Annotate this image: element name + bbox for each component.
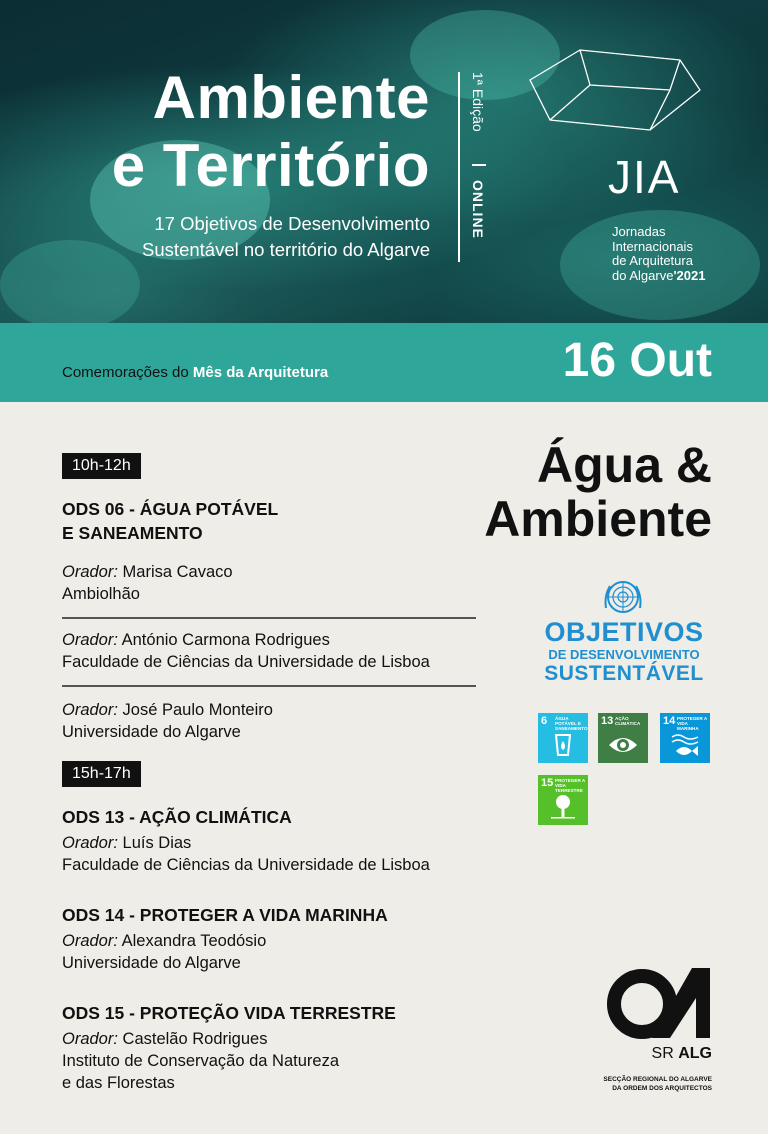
sdg-tile-label: ÁGUA POTÁVEL E SANEAMENTO: [555, 716, 588, 731]
format-label: ONLINE: [470, 180, 486, 239]
fish-icon: [670, 731, 700, 759]
speaker-org: e das Florestas: [62, 1074, 175, 1092]
speaker-name: Marisa Cavaco: [122, 563, 233, 581]
header-banner: [0, 0, 768, 323]
oa-alg: ALG: [678, 1045, 712, 1062]
session-title-line: E SANEAMENTO: [62, 523, 203, 543]
speaker-block: [62, 930, 266, 974]
speaker-block: [62, 629, 430, 673]
divider: [458, 72, 460, 262]
jia-year: '2021: [673, 267, 706, 283]
sdg-tile-number: 13: [601, 715, 614, 727]
jia-caption-text: do Algarve: [612, 267, 674, 283]
session-title-line: ODS 06 - ÁGUA POTÁVEL: [62, 499, 279, 519]
speaker-name: José Paulo Monteiro: [122, 701, 273, 719]
speaker-name: Luís Dias: [122, 834, 192, 852]
sdg-logo: [536, 617, 712, 685]
jia-caption-line: de Arquitetura: [612, 253, 693, 268]
jia-logo: JIA: [608, 151, 681, 203]
oa-section-name: [652, 1045, 712, 1063]
speaker-org: Faculdade de Ciências da Universidade de Lisboa: [62, 856, 430, 874]
oa-logo-icon: [606, 964, 712, 1042]
speaker-name: Alexandra Teodósio: [121, 932, 267, 950]
speaker-block: [62, 1028, 339, 1094]
water-splash: [0, 240, 140, 323]
speaker-role: Orador:: [62, 834, 118, 852]
subtitle-line-2: Sustentável no território do Algarve: [142, 239, 430, 260]
speaker-block: [62, 832, 430, 876]
sdg-title-line-2: DE DESENVOLVIMENTO: [548, 647, 700, 662]
water-drop-icon: [548, 731, 578, 759]
event-label-bold: Mês da Arquitetura: [192, 364, 329, 381]
oa-sr: SR: [651, 1045, 679, 1062]
jia-caption: [612, 225, 705, 283]
sdg-tile-6: [538, 713, 588, 763]
sdg-tile-number: 14: [663, 715, 676, 727]
subtitle-line-1: 17 Objetivos de Desenvolvimento: [154, 213, 430, 234]
event-label-prefix: Comemorações do: [62, 364, 193, 381]
sdg-tile-14: [660, 713, 710, 763]
session-title: [62, 497, 278, 545]
sdg-title-line-1: OBJETIVOS: [544, 617, 704, 647]
un-emblem-icon: [600, 578, 646, 618]
theme-line-2: Ambiente: [484, 491, 712, 547]
sdg-tile-number: 6: [541, 715, 548, 727]
jia-caption-line: Jornadas: [612, 224, 666, 239]
speaker-role: Orador:: [62, 631, 118, 649]
oa-caption-line: DA ORDEM DOS ARQUITECTOS: [612, 1085, 712, 1092]
edition-label: 1ª Edição: [470, 72, 486, 132]
speaker-role: Orador:: [62, 563, 118, 581]
time-badge-morning: 10h-12h: [62, 453, 141, 479]
sdg-tile-label: AÇÃO CLIMÁTICA: [615, 716, 641, 726]
speaker-block: [62, 561, 233, 605]
jia-caption-line: Internacionais: [612, 238, 693, 254]
sdg-tile-label: PROTEGER A VIDA TERRESTRE: [555, 778, 586, 793]
sdg-tile-15: [538, 775, 588, 825]
speaker-org: Faculdade de Ciências da Universidade de Lisboa: [62, 653, 430, 671]
speaker-role: Orador:: [62, 701, 118, 719]
title-line-1: Ambiente: [152, 64, 430, 131]
title-line-2: e Território: [111, 132, 430, 199]
divider: [62, 617, 476, 619]
tree-icon: [548, 793, 578, 821]
theme-title: [484, 438, 712, 546]
eye-globe-icon: [608, 731, 638, 759]
theme-line-1: Água &: [537, 437, 712, 493]
divider: [62, 685, 476, 687]
speaker-name: Castelão Rodrigues: [122, 1030, 268, 1048]
speaker-block: [62, 699, 273, 743]
sdg-tile-label: PROTEGER A VIDA MARINHA: [677, 716, 708, 731]
oa-caption-line: SECÇÃO REGIONAL DO ALGARVE: [603, 1076, 712, 1083]
oa-caption: [603, 1075, 712, 1093]
jia-outline-shape: [520, 40, 720, 140]
speaker-role: Orador:: [62, 1030, 118, 1048]
session-title: ODS 14 - PROTEGER A VIDA MARINHA: [62, 905, 388, 925]
jia-caption-line: [612, 269, 705, 284]
divider: [472, 164, 486, 166]
sdg-title-line-3: SUSTENTÁVEL: [544, 662, 704, 685]
session-title: ODS 13 - AÇÃO CLIMÁTICA: [62, 807, 292, 827]
speaker-org: Instituto de Conservação da Natureza: [62, 1052, 339, 1070]
event-date: 16 Out: [562, 334, 712, 387]
speaker-role: Orador:: [62, 932, 118, 950]
time-badge-afternoon: 15h-17h: [62, 761, 141, 787]
date-band: [0, 323, 768, 402]
session-title: ODS 15 - PROTEÇÃO VIDA TERRESTRE: [62, 1003, 396, 1023]
speaker-org: Universidade do Algarve: [62, 723, 241, 741]
speaker-name: António Carmona Rodrigues: [121, 631, 330, 649]
page-title: [112, 64, 430, 200]
sdg-tile-number: 15: [541, 777, 554, 789]
sdg-tile-13: [598, 713, 648, 763]
page-subtitle: [142, 211, 430, 263]
speaker-org: Ambiolhão: [62, 585, 140, 603]
speaker-org: Universidade do Algarve: [62, 954, 241, 972]
event-label: [62, 364, 328, 381]
